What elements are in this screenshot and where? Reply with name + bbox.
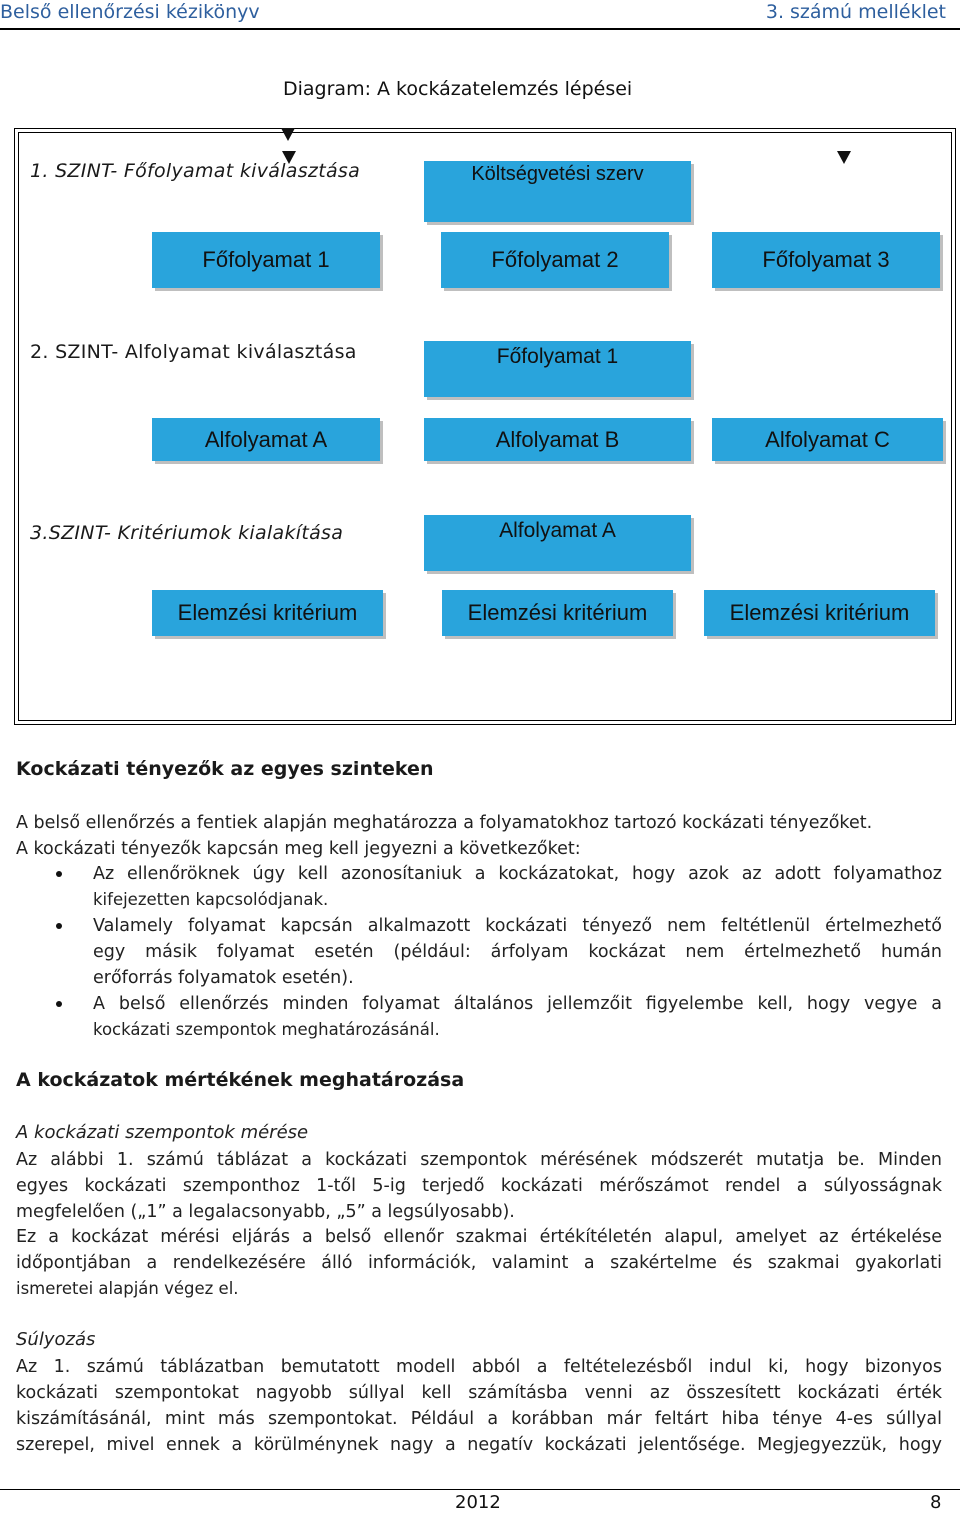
footer-rule — [0, 1489, 960, 1490]
para2-line-2: időpontjában a rendelkezésére álló információk, valamint a szakértelme és szakmai gyakorlati — [16, 1253, 942, 1273]
section1-line-2: A kockázati tényezők kapcsán meg kell jegyezni a következőket: — [16, 839, 581, 859]
footer-year: 2012 — [455, 1492, 501, 1513]
para1-line-3: megfelelően („1” a legalacsonyabb, „5” a legsúlyosabb). — [16, 1202, 515, 1222]
level2-top-box: Főfolyamat 1 — [424, 341, 691, 397]
level3-label: 3.SZINT- Kritériumok kialakítása — [30, 522, 344, 544]
level1-box-1: Főfolyamat 1 — [152, 232, 380, 288]
para3-line-2: kockázati szempontokat nagyobb súllyal kell számításba venni az összesített kockázati érték — [16, 1383, 942, 1403]
para3-line-3: kiszámításánál, mint más szempontokat. Például a korábban már feltárt hiba ténye 4-es súllyal — [16, 1409, 942, 1429]
level3-box-2: Elemzési kritérium — [442, 590, 673, 636]
bullet-1-line-2: kifejezetten kapcsolódjanak. — [93, 890, 329, 909]
bullet-3-line-1: A belső ellenőrzés minden folyamat általános jellemzőit figyelembe kell, hogy vegye a — [93, 994, 942, 1014]
level3-top-box: Alfolyamat A — [424, 515, 691, 571]
header-title: Belső ellenőrzési kézikönyv — [0, 1, 260, 23]
level2-box-1: Alfolyamat A — [152, 418, 380, 461]
bullet-dot — [56, 923, 62, 929]
bullet-2-line-2: egy másik folyamat esetén (például: árfolyam kockázat nem értelmezhető humán — [93, 942, 942, 962]
section1-line-1: A belső ellenőrzés a fentiek alapján meghatározza a folyamatokhoz tartozó kockázati tényezőket. — [16, 813, 873, 833]
level1-label: 1. SZINT- Főfolyamat kiválasztása — [30, 160, 361, 182]
footer-page-number: 8 — [930, 1492, 942, 1513]
section1-heading: Kockázati tényezők az egyes szinteken — [16, 758, 434, 780]
section2-subheading-measure: A kockázati szempontok mérése — [16, 1122, 309, 1143]
bullet-2-line-1: Valamely folyamat kapcsán alkalmazott kockázati tényező nem feltétlenül értelmezhető — [93, 916, 942, 936]
level3-box-1: Elemzési kritérium — [152, 590, 383, 636]
para2-line-1: Ez a kockázat mérési eljárás a belső ellenőr szakmai értékítéletén alapul, amelyet az értékelése — [16, 1227, 942, 1247]
para1-line-1: Az alábbi 1. számú táblázat a kockázati szempontok mérésének módszerét mutatja be. Minden — [16, 1150, 942, 1170]
level1-box-3: Főfolyamat 3 — [712, 232, 940, 288]
bullet-2-line-3: erőforrás folyamatok esetén). — [93, 968, 354, 988]
level2-box-2: Alfolyamat B — [424, 418, 691, 461]
level1-box-2: Főfolyamat 2 — [441, 232, 669, 288]
arrow-down-icon — [837, 151, 851, 164]
bullet-1-line-1: Az ellenőröknek úgy kell azonosítaniuk a kockázatokat, hogy azok az adott folyamathoz — [93, 864, 942, 884]
arrow-down-icon — [281, 128, 295, 141]
level3-box-3: Elemzési kritérium — [704, 590, 935, 636]
para1-line-2: egyes kockázati szemponthoz 1-től 5-ig terjedő kockázati mérőszámot rendel a súlyosságnak — [16, 1176, 942, 1196]
section2-heading: A kockázatok mértékének meghatározása — [16, 1069, 465, 1091]
bullet-dot — [56, 1001, 62, 1007]
section2-subheading-weighting: Súlyozás — [16, 1329, 96, 1350]
bullet-3-line-2: kockázati szempontok meghatározásánál. — [93, 1020, 440, 1039]
header-rule — [0, 28, 960, 30]
level2-label: 2. SZINT- Alfolyamat kiválasztása — [30, 341, 357, 363]
diagram-title: Diagram: A kockázatelemzés lépései — [283, 78, 633, 100]
level1-top-box: Költségvetési szerv — [424, 161, 691, 222]
para3-line-4: szerepel, mivel ennek a körülménynek nagy a negatív kockázati jelentősége. Megjegyezzük, hogy — [16, 1435, 942, 1455]
para3-line-1: Az 1. számú táblázatban bemutatott modell abból a feltételezésből indul ki, hogy bizonyos — [16, 1357, 942, 1377]
para2-line-3: ismeretei alapján végez el. — [16, 1279, 239, 1298]
header-annex: 3. számú melléklet — [765, 1, 946, 23]
level2-box-3: Alfolyamat C — [712, 418, 943, 461]
bullet-dot — [56, 871, 62, 877]
